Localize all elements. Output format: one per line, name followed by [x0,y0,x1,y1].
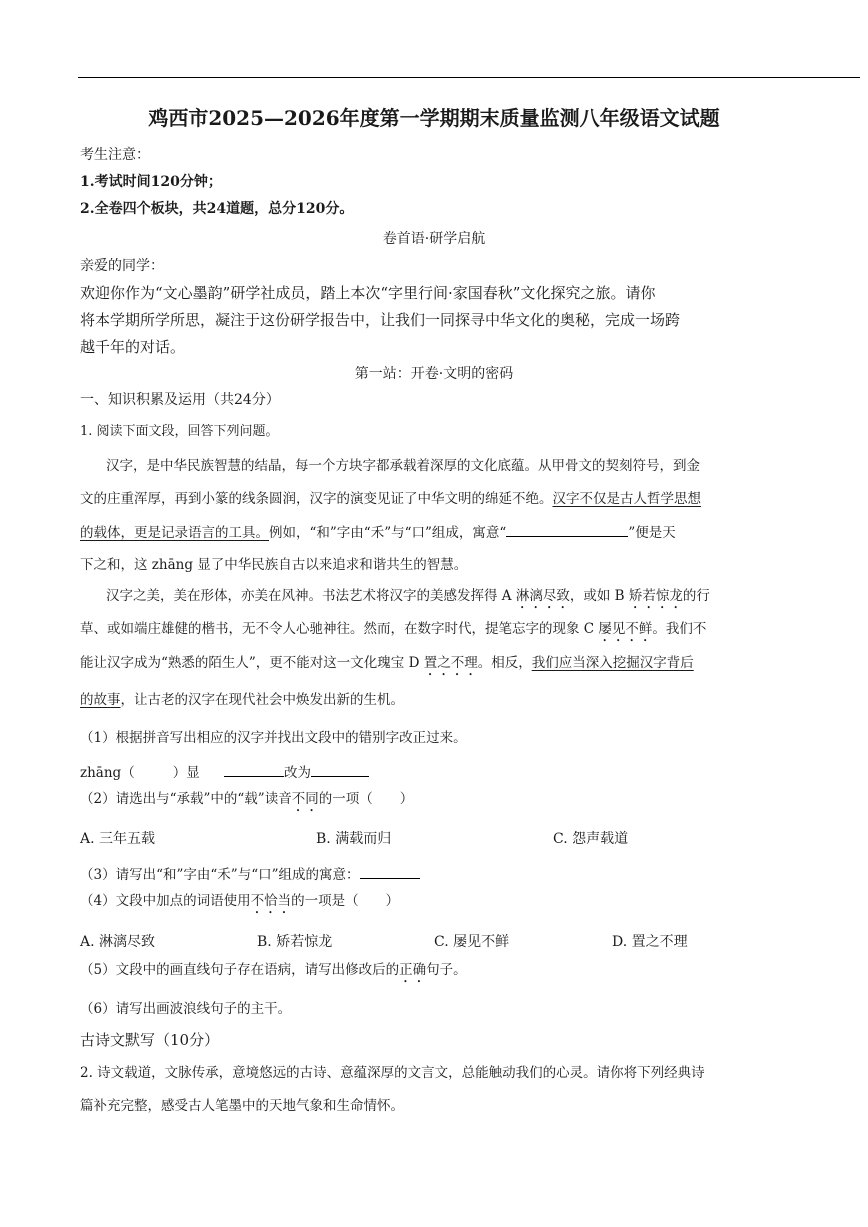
option[interactable]: C. 屡见不鲜 [434,934,510,950]
passage-text: ”便是天 [628,525,676,541]
option[interactable]: A. 淋漓尽致 [80,934,156,950]
wavy-sentence: 的故事 [80,692,121,708]
question-text: 的一项（ ） [318,791,414,807]
option[interactable]: A. 三年五载 [80,831,156,847]
question-text: （4）文段中加点的词语使用 [80,893,251,909]
answer-blank[interactable] [311,762,369,777]
passage-text: ，让古老的汉字在现代社会中焕发出新的生机。 [120,692,404,708]
answer-label: 改为 [284,765,311,781]
answer-blank[interactable] [506,522,628,537]
passage-line [80,690,404,710]
passage-line [80,522,676,543]
passage-text: 汉字之美，美在形体，亦美在风神。书法艺术将汉字的美感发挥得 A [106,588,516,604]
option[interactable]: D. 置之不理 [612,934,688,950]
answer-label: ）显 [172,765,200,781]
question-1-intro: 1. 阅读下面文段，回答下列问题。 [80,424,279,439]
question-text: （5）文段中的画直线句子存在语病，请写出修改后的 [80,962,400,978]
passage-text: 文的庄重浑厚，再到小篆的线条圆润，汉字的演变见证了中华文明的绵延不绝。 [80,491,553,507]
preface-greeting: 亲爱的同学： [80,258,164,274]
preface-line: 欢迎你作为“文心墨韵”研学社成员，踏上本次“字里行间·家国春秋”文化探究之旅。请你 [80,284,656,302]
header-rule [78,77,860,78]
poetry-heading: 古诗文默写（10分） [80,1031,220,1049]
question-text: （3）请写出“和”字由“禾”与“口”组成的寓意： [80,867,360,883]
option[interactable]: B. 矫若惊龙 [257,934,333,950]
passage-line [106,586,710,612]
page-title: 鸡西市2025—2026年度第一学期期末质量监测八年级语文试题 [148,106,720,130]
question-text: 句子。 [426,962,467,978]
passage-line: 下之和，这 zhāng 显了中华民族自古以来追求和谐共生的智慧。 [80,557,468,573]
sub-question-3 [80,864,420,885]
passage-text: 能让汉字成为“熟悉的陌生人”，更不能对这一文化瑰宝 D [80,655,424,671]
answer-blank[interactable] [224,762,284,777]
sub-question-6: （6）请写出画波浪线句子的主干。 [80,1001,292,1017]
question-2-line: 2. 诗文载道，文脉传承，意境悠远的古诗、意蕴深厚的文言文，总能触动我们的心灵。请你将下列经典诗 [80,1065,705,1081]
dotted-word: 不恰当 [250,893,292,909]
notice-item-time: 1.考试时间120分钟； [80,174,222,190]
preface-line: 将本学期所学所思，凝注于这份研学报告中，让我们一同探寻中华文化的奥秘，完成一场跨 [80,311,681,329]
dotted-word: 正确 [399,962,427,978]
notice-item-structure: 2.全卷四个板块，共24道题，总分120分。 [80,201,354,217]
wavy-sentence: 我们应当深入挖掘汉字背后 [531,655,694,671]
preface-line: 越千年的对话。 [80,338,186,356]
station-heading: 第一站：开卷·文明的密码 [354,366,514,382]
underlined-sentence: 的载体，更是记录语言的工具。 [80,525,269,541]
passage-line: 汉字，是中华民族智慧的结晶，每一个方块字都承载着深厚的文化底蕴。从甲骨文的契刻符号，到金 [106,458,700,474]
passage-text: 。我们不 [652,621,707,637]
dotted-word: 矫若惊龙 [628,588,683,604]
question-text: 的一项是（ ） [291,893,400,909]
passage-text: 草、或如端庄雄健的楷书，无不令人心驰神往。然而，在数字时代，提笔忘字的现象 C [80,621,599,637]
question-2-line: 篇补充完整，感受古人笔墨中的天地气象和生命情怀。 [80,1098,404,1114]
sub-question-4 [80,891,399,917]
dotted-word: 淋漓尽致 [515,588,570,604]
sub-question-5 [80,960,467,986]
option[interactable]: C. 怨声载道 [553,831,629,847]
question-text: （2）请选出与“承载”中的“载”读音 [80,791,292,807]
passage-text: 的行 [682,588,710,604]
preface-heading: 卷首语·研学启航 [382,231,486,247]
pinyin-label: zhāng（ [80,765,135,781]
dotted-word: 屡见不鲜 [598,621,653,637]
sub-question-2 [80,789,413,815]
option[interactable]: B. 满载而归 [316,831,392,847]
dotted-word: 不同 [291,791,319,807]
notice-heading: 考生注意： [80,147,150,163]
sub-question-1: （1）根据拼音写出相应的汉字并找出文段中的错别字改正过来。 [80,730,467,746]
sub-question-1-answer [80,762,369,783]
answer-blank[interactable] [360,864,420,879]
section-heading: 一、知识积累及运用（共24分） [80,392,280,408]
passage-line [80,619,706,645]
passage-line [80,653,694,679]
dotted-word: 置之不理 [423,655,478,671]
passage-text: ，或如 B [569,588,629,604]
passage-text: 例如，“和”字由“禾”与“口”组成，寓意“ [269,525,507,541]
underlined-sentence: 汉字不仅是古人哲学思想 [552,491,701,507]
passage-line [80,489,701,509]
passage-text: 。相反， [477,655,532,671]
